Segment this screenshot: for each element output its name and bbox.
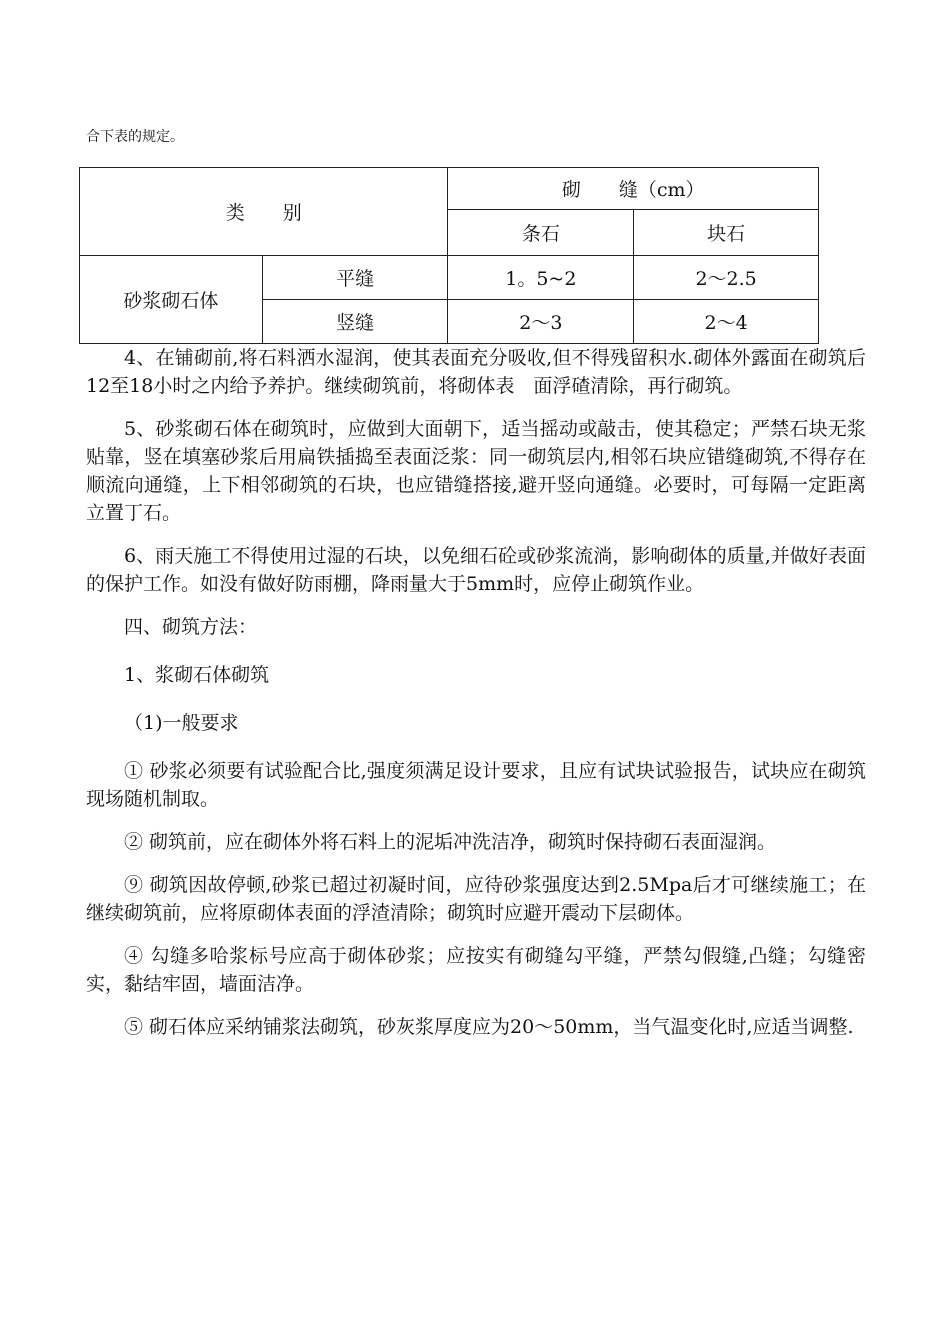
requirement-5: ⑤ 砌石体应采纳铺浆法砌筑，砂灰浆厚度应为20～50mm，当气温变化时,应适当调整. — [124, 1016, 854, 1038]
requirement-1: ① 砂浆必须要有试验配合比,强度须满足设计要求，且应有试块试验报告，试块应在砌筑现场随机制取。 — [86, 760, 866, 810]
cell-strip-value: 1。5~2 — [448, 256, 634, 300]
row-group-label: 砂浆砌石体 — [80, 256, 263, 344]
intro-text: 合下表的规定。 — [86, 129, 184, 145]
body-text — [86, 344, 866, 1056]
header-strip-stone: 条石 — [448, 210, 634, 256]
requirement-2: ② 砌筑前，应在砌体外将石料上的泥垢冲洗洁净，砌筑时保持砌石表面湿润。 — [124, 831, 777, 853]
requirement-4: ④ 勾缝多哈浆标号应高于砌体砂浆；应按实有砌缝勾平缝，严禁勾假缝,凸缝；勾缝密实，黏结牢固，墙面洁净。 — [86, 945, 866, 995]
paragraph-6: 6、雨天施工不得使用过湿的石块，以免细石砼或砂浆流淌，影响砌体的质量,并做好表面的保护工作。如没有做好防雨棚，降雨量大于5mm时，应停止砌筑作业。 — [86, 545, 866, 595]
row-type: 竖缝 — [262, 300, 448, 344]
sub-subsection-heading: （1)一般要求 — [124, 712, 239, 734]
section-heading: 四、砌筑方法： — [124, 616, 258, 638]
cell-strip-value: 2～3 — [448, 300, 634, 344]
paragraph-5: 5、砂浆砌石体在砌筑时，应做到大面朝下，适当摇动或敲击，使其稳定；严禁石块无浆贴靠，竖在填塞砂浆后用扁铁插捣至表面泛浆：同一砌筑层内,相邻石块应错缝砌筑,不得存在顺流向通缝，上下相邻砌筑的石块，也应错缝搭接,避开竖向通缝。必要时，可每隔一定距离立置丁石。 — [86, 418, 866, 524]
row-type: 平缝 — [262, 256, 448, 300]
header-joint: 砌 缝（cm） — [448, 168, 819, 210]
header-block-stone: 块石 — [634, 210, 819, 256]
cell-block-value: 2～4 — [634, 300, 819, 344]
joint-spec-table — [79, 167, 819, 344]
paragraph-4: 4、在铺砌前,将石料洒水湿润，使其表面充分吸收,但不得残留积水.砌体外露面在砌筑后12至18小时之内给予养护。继续砌筑前，将砌体表 面浮碴清除，再行砌筑。 — [86, 347, 866, 397]
cell-block-value: 2～2.5 — [634, 256, 819, 300]
subsection-heading: 1、浆砌石体砌筑 — [124, 664, 270, 686]
requirement-3: ⑨ 砌筑因故停顿,砂浆已超过初凝时间，应待砂浆强度达到2.5Mpa后才可继续施工；在继续砌筑前，应将原砌体表面的浮渣清除；砌筑时应避开震动下层砌体。 — [86, 874, 866, 924]
header-category: 类 别 — [80, 168, 448, 256]
